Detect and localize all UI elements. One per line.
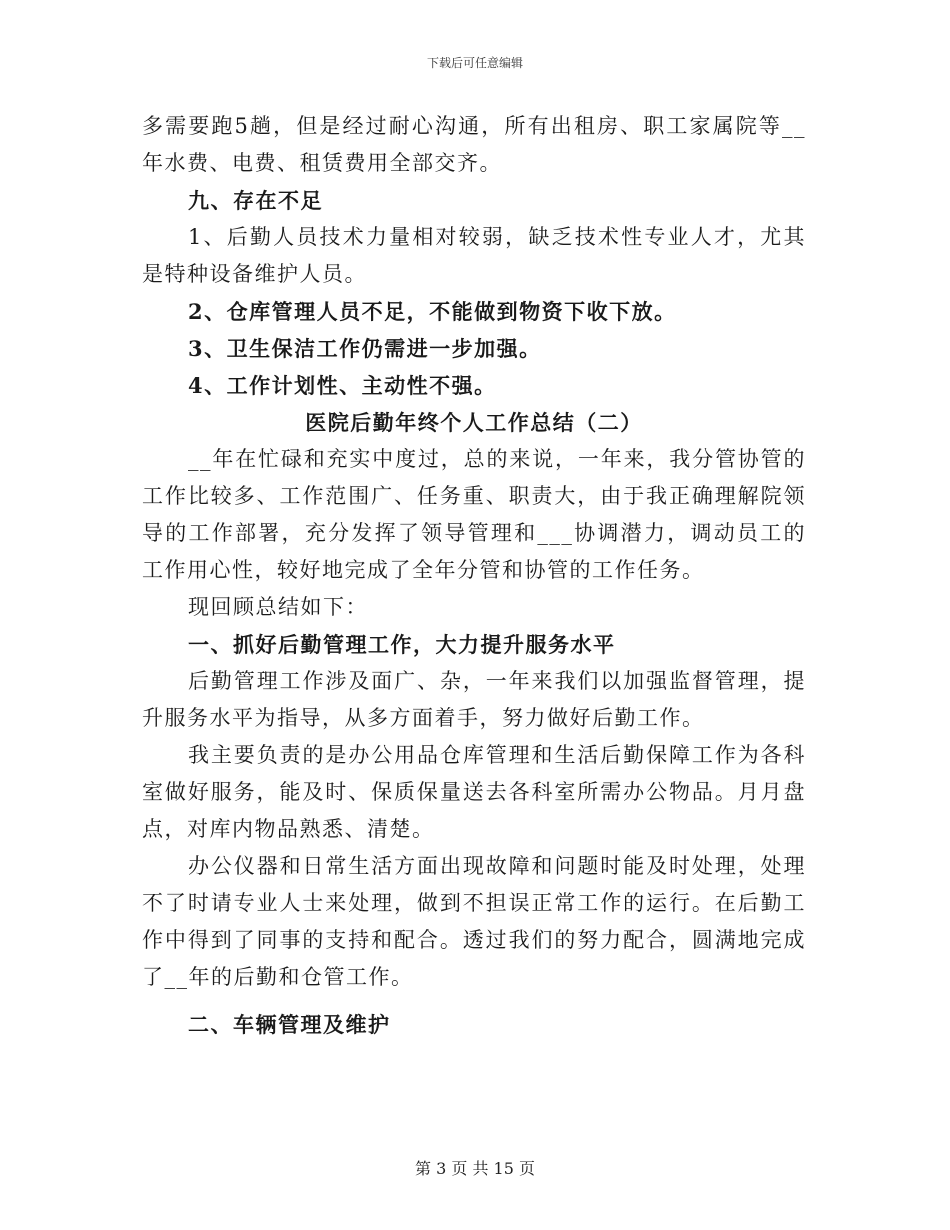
page-header-note: 下载后可任意编辑 (426, 56, 523, 70)
paragraph: __年在忙碌和充实中度过，总的来说，一年来，我分管协管的工作比较多、工作范围广、任务重、职责大，由于我正确理解院领导的工作部署，充分发挥了领导管理和___协调潜力，调动员工的工作用心性，较好地完成了全年分管和协管的工作任务。 (142, 447, 806, 582)
list-item: 2、仓库管理人员不足，不能做到物资下收下放。 (188, 299, 677, 324)
document-body (142, 108, 806, 1043)
paragraph: 办公仪器和日常生活方面出现故障和问题时能及时处理，处理不了时请专业人士来处理，做到不担误正常工作的运行。在后勤工作中得到了同事的支持和配合。透过我们的努力配合，圆满地完成了__年的后勤和仓管工作。 (142, 854, 806, 989)
paragraph: 多需要跑5趟，但是经过耐心沟通，所有出租房、职工家属院等__年水费、电费、租赁费用全部交齐。 (142, 114, 806, 175)
section-heading: 一、抓好后勤管理工作，大力提升服务水平 (188, 632, 616, 657)
list-item: 3、卫生保洁工作仍需进一步加强。 (188, 336, 542, 361)
list-item: 4、工作计划性、主动性不强。 (188, 373, 497, 398)
paragraph: 现回顾总结如下： (188, 595, 368, 619)
section-heading: 二、车辆管理及维护 (188, 1012, 391, 1037)
paragraph: 我主要负责的是办公用品仓库管理和生活后勤保障工作为各科室做好服务，能及时、保质保量送去各科室所需办公物品。月月盘点，对库内物品熟悉、清楚。 (142, 743, 806, 841)
document-title: 医院后勤年终个人工作总结（二） (305, 410, 643, 435)
page-number-footer: 第 3 页 共 15 页 (415, 1159, 535, 1178)
paragraph: 1、后勤人员技术力量相对较弱，缺乏技术性专业人才，尤其是特种设备维护人员。 (142, 225, 806, 286)
section-heading: 九、存在不足 (188, 188, 323, 213)
paragraph: 后勤管理工作涉及面广、杂，一年来我们以加强监督管理，提升服务水平为指导，从多方面着手，努力做好后勤工作。 (142, 669, 806, 730)
